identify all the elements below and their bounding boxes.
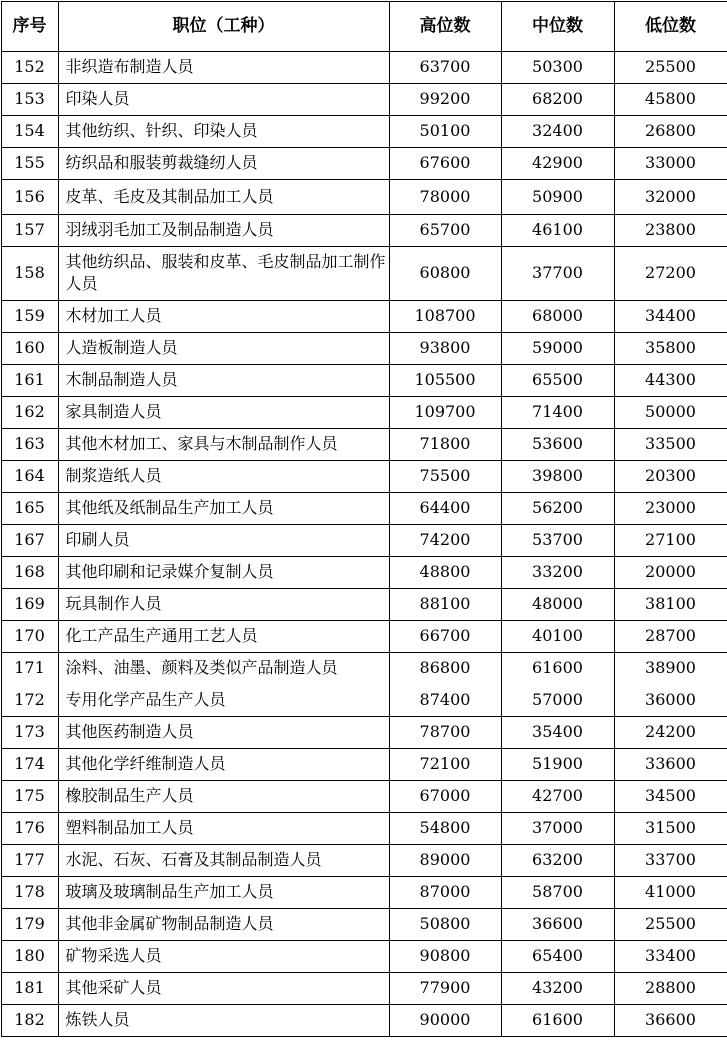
row-high: 75500 [389,460,501,492]
row-high: 99200 [389,83,501,115]
row-high: 108700 [389,300,501,332]
table-row [1,214,727,246]
row-high: 90000 [389,1004,501,1036]
row-high: 67600 [389,147,501,179]
row-low: 27200 [614,246,727,300]
row-high: 50100 [389,115,501,147]
table-row [1,940,727,972]
row-mid: 65400 [501,940,614,972]
row-position: 炼铁人员 [58,1004,389,1036]
row-index: 178 [1,876,58,908]
row-position: 涂料、油墨、颜料及类似产品制造人员 [58,652,389,684]
row-mid: 46100 [501,214,614,246]
row-low: 50000 [614,396,727,428]
table-row [1,588,727,620]
row-low: 38100 [614,588,727,620]
row-high: 65700 [389,214,501,246]
table-row [1,876,727,908]
row-index: 174 [1,748,58,780]
row-mid: 50300 [501,51,614,83]
header-low: 低位数 [614,1,727,51]
table-row [1,147,727,179]
row-low: 41000 [614,876,727,908]
row-low: 34400 [614,300,727,332]
row-low: 33500 [614,428,727,460]
row-index: 155 [1,147,58,179]
row-mid: 56200 [501,492,614,524]
row-index: 182 [1,1004,58,1036]
row-position: 制浆造纸人员 [58,460,389,492]
row-high: 87000 [389,876,501,908]
row-low: 33400 [614,940,727,972]
row-mid: 43200 [501,972,614,1004]
row-mid: 42900 [501,147,614,179]
row-index: 156 [1,179,58,214]
table-row [1,748,727,780]
row-high: 67000 [389,780,501,812]
row-low: 45800 [614,83,727,115]
row-index: 179 [1,908,58,940]
row-mid: 32400 [501,115,614,147]
row-low: 33700 [614,844,727,876]
row-index: 154 [1,115,58,147]
row-index: 175 [1,780,58,812]
row-high: 93800 [389,332,501,364]
row-mid: 37000 [501,812,614,844]
row-index: 171 [1,652,58,684]
row-mid: 68000 [501,300,614,332]
table-row [1,83,727,115]
table-row [1,908,727,940]
row-mid: 35400 [501,716,614,748]
row-high: 109700 [389,396,501,428]
row-index: 169 [1,588,58,620]
row-index: 176 [1,812,58,844]
row-low: 33600 [614,748,727,780]
row-position: 玩具制作人员 [58,588,389,620]
row-mid: 42700 [501,780,614,812]
row-index: 158 [1,246,58,300]
row-high: 50800 [389,908,501,940]
table-row [1,780,727,812]
row-index: 162 [1,396,58,428]
row-mid: 50900 [501,179,614,214]
row-low: 28800 [614,972,727,1004]
row-index: 172 [1,684,58,716]
table-row [1,844,727,876]
row-low: 25500 [614,908,727,940]
row-index: 180 [1,940,58,972]
row-position: 木制品制造人员 [58,364,389,396]
row-mid: 65500 [501,364,614,396]
row-low: 28700 [614,620,727,652]
row-high: 60800 [389,246,501,300]
row-low: 38900 [614,652,727,684]
row-low: 33000 [614,147,727,179]
row-mid: 59000 [501,332,614,364]
row-index: 177 [1,844,58,876]
row-mid: 51900 [501,748,614,780]
row-mid: 61600 [501,652,614,684]
row-index: 181 [1,972,58,1004]
row-mid: 39800 [501,460,614,492]
row-low: 36600 [614,1004,727,1036]
row-low: 32000 [614,179,727,214]
row-high: 87400 [389,684,501,716]
table-row [1,812,727,844]
row-high: 63700 [389,51,501,83]
row-high: 78000 [389,179,501,214]
row-mid: 68200 [501,83,614,115]
row-index: 165 [1,492,58,524]
row-mid: 40100 [501,620,614,652]
row-high: 66700 [389,620,501,652]
row-low: 20000 [614,556,727,588]
row-index: 160 [1,332,58,364]
header-row [1,1,727,51]
row-position: 木材加工人员 [58,300,389,332]
row-mid: 53700 [501,524,614,556]
row-mid: 37700 [501,246,614,300]
row-high: 88100 [389,588,501,620]
row-low: 36000 [614,684,727,716]
row-high: 86800 [389,652,501,684]
table-row [1,428,727,460]
salary-table [1,1,727,1037]
row-position: 其他医药制造人员 [58,716,389,748]
table-row [1,972,727,1004]
row-mid: 53600 [501,428,614,460]
row-high: 89000 [389,844,501,876]
row-high: 48800 [389,556,501,588]
row-high: 54800 [389,812,501,844]
header-high: 高位数 [389,1,501,51]
table-row [1,179,727,214]
row-high: 78700 [389,716,501,748]
row-position: 水泥、石灰、石膏及其制品制造人员 [58,844,389,876]
table-row [1,652,727,684]
row-position: 家具制造人员 [58,396,389,428]
row-index: 161 [1,364,58,396]
table-row [1,1004,727,1036]
row-high: 64400 [389,492,501,524]
row-position: 其他纺织品、服装和皮革、毛皮制品加工制作人员 [58,246,389,300]
row-index: 170 [1,620,58,652]
row-high: 90800 [389,940,501,972]
row-mid: 71400 [501,396,614,428]
row-position: 皮革、毛皮及其制品加工人员 [58,179,389,214]
row-position: 塑料制品加工人员 [58,812,389,844]
table-row [1,115,727,147]
row-low: 34500 [614,780,727,812]
row-mid: 33200 [501,556,614,588]
header-position: 职位（工种） [58,1,389,51]
table-row [1,332,727,364]
table-row [1,620,727,652]
row-index: 163 [1,428,58,460]
row-position: 其他采矿人员 [58,972,389,1004]
row-position: 羽绒羽毛加工及制品制造人员 [58,214,389,246]
row-low: 35800 [614,332,727,364]
row-index: 159 [1,300,58,332]
row-index: 153 [1,83,58,115]
row-low: 20300 [614,460,727,492]
row-position: 印刷人员 [58,524,389,556]
row-position: 纺织品和服装剪裁缝纫人员 [58,147,389,179]
table-row [1,524,727,556]
row-position: 其他纺织、针织、印染人员 [58,115,389,147]
table-row [1,716,727,748]
header-mid: 中位数 [501,1,614,51]
row-high: 105500 [389,364,501,396]
row-low: 24200 [614,716,727,748]
row-position: 其他印刷和记录媒介复制人员 [58,556,389,588]
row-index: 157 [1,214,58,246]
row-index: 173 [1,716,58,748]
header-index: 序号 [1,1,58,51]
row-mid: 36600 [501,908,614,940]
table-row [1,492,727,524]
row-low: 26800 [614,115,727,147]
row-position: 其他纸及纸制品生产加工人员 [58,492,389,524]
table-row [1,246,727,300]
row-position: 橡胶制品生产人员 [58,780,389,812]
row-high: 74200 [389,524,501,556]
row-high: 72100 [389,748,501,780]
row-index: 152 [1,51,58,83]
table-row [1,51,727,83]
row-mid: 61600 [501,1004,614,1036]
table-row [1,556,727,588]
row-position: 非织造布制造人员 [58,51,389,83]
row-low: 27100 [614,524,727,556]
row-high: 71800 [389,428,501,460]
table-row [1,396,727,428]
row-low: 25500 [614,51,727,83]
row-position: 玻璃及玻璃制品生产加工人员 [58,876,389,908]
row-low: 23000 [614,492,727,524]
row-low: 23800 [614,214,727,246]
table-row [1,684,727,716]
row-index: 168 [1,556,58,588]
row-position: 人造板制造人员 [58,332,389,364]
table-row [1,364,727,396]
table-row [1,300,727,332]
row-high: 77900 [389,972,501,1004]
row-index: 167 [1,524,58,556]
row-low: 44300 [614,364,727,396]
row-mid: 63200 [501,844,614,876]
row-low: 31500 [614,812,727,844]
row-mid: 48000 [501,588,614,620]
row-position: 矿物采选人员 [58,940,389,972]
row-position: 专用化学产品生产人员 [58,684,389,716]
row-position: 其他非金属矿物制品制造人员 [58,908,389,940]
row-position: 其他化学纤维制造人员 [58,748,389,780]
table-row [1,460,727,492]
row-position: 印染人员 [58,83,389,115]
row-index: 164 [1,460,58,492]
row-mid: 57000 [501,684,614,716]
row-position: 化工产品生产通用工艺人员 [58,620,389,652]
row-position: 其他木材加工、家具与木制品制作人员 [58,428,389,460]
row-mid: 58700 [501,876,614,908]
